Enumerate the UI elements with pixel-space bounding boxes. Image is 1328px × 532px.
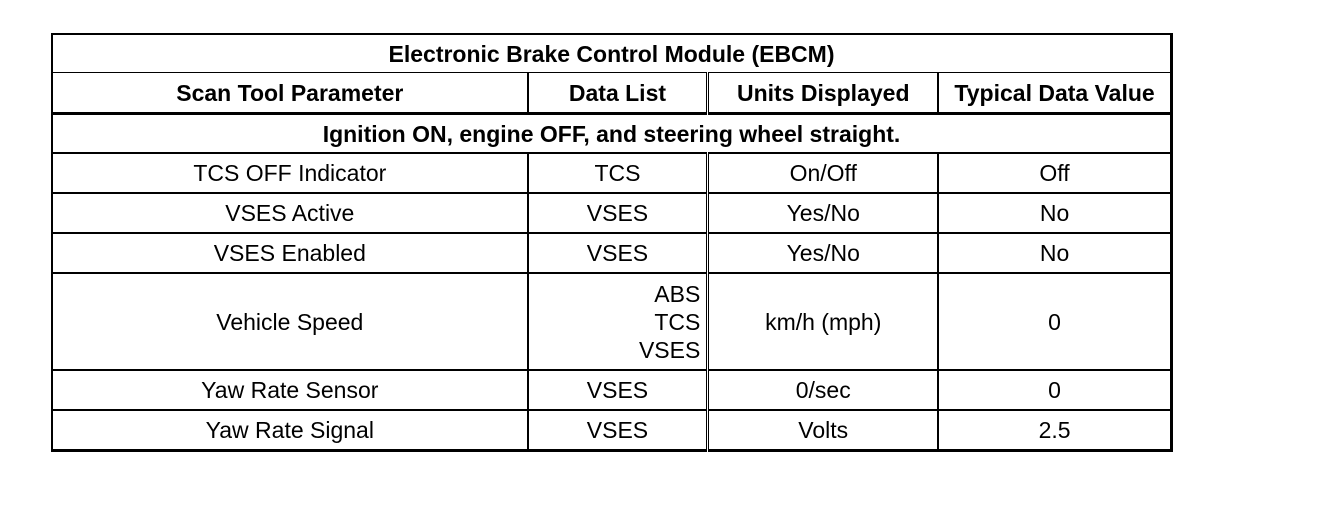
data-list-cell: VSES [528,410,708,451]
data-list-entry: VSES [638,336,701,363]
units-cell: Volts [708,410,938,451]
units-cell: On/Off [708,153,938,193]
test-condition: Ignition ON, engine OFF, and steering wheel straight. [52,114,1172,154]
table-row [52,273,1172,370]
table-row [52,193,1172,233]
data-list-cell: VSES [528,193,708,233]
table-row [52,410,1172,451]
data-list-entry: ABS [654,280,701,307]
data-list-entry: TCS [654,308,701,335]
ebcm-data-table-container [51,33,1173,452]
value-cell: 0 [938,370,1171,410]
parameter-cell: Yaw Rate Signal [52,410,528,451]
data-list-cell: VSES [528,233,708,273]
table-title-row [52,34,1172,73]
parameter-cell: Vehicle Speed [52,273,528,370]
parameter-cell: VSES Active [52,193,528,233]
value-cell: No [938,193,1171,233]
ebcm-data-table [51,33,1173,452]
header-typical-data-value: Typical Data Value [938,73,1171,114]
units-cell: Yes/No [708,233,938,273]
data-list-cell: TCS [528,153,708,193]
value-cell: 2.5 [938,410,1171,451]
parameter-cell: TCS OFF Indicator [52,153,528,193]
units-cell: Yes/No [708,193,938,233]
table-row [52,370,1172,410]
header-data-list: Data List [528,73,708,114]
table-row [52,233,1172,273]
units-cell: km/h (mph) [708,273,938,370]
data-list-cell: VSES [528,370,708,410]
header-units-displayed: Units Displayed [708,73,938,114]
units-cell: 0/sec [708,370,938,410]
value-cell: Off [938,153,1171,193]
header-scan-tool-parameter: Scan Tool Parameter [52,73,528,114]
table-header-row [52,73,1172,114]
data-list-cell [528,273,708,370]
parameter-cell: Yaw Rate Sensor [52,370,528,410]
data-list-stack [529,280,707,364]
value-cell: 0 [938,273,1171,370]
parameter-cell: VSES Enabled [52,233,528,273]
table-title: Electronic Brake Control Module (EBCM) [52,34,1172,73]
table-row [52,153,1172,193]
value-cell: No [938,233,1171,273]
condition-row [52,114,1172,154]
